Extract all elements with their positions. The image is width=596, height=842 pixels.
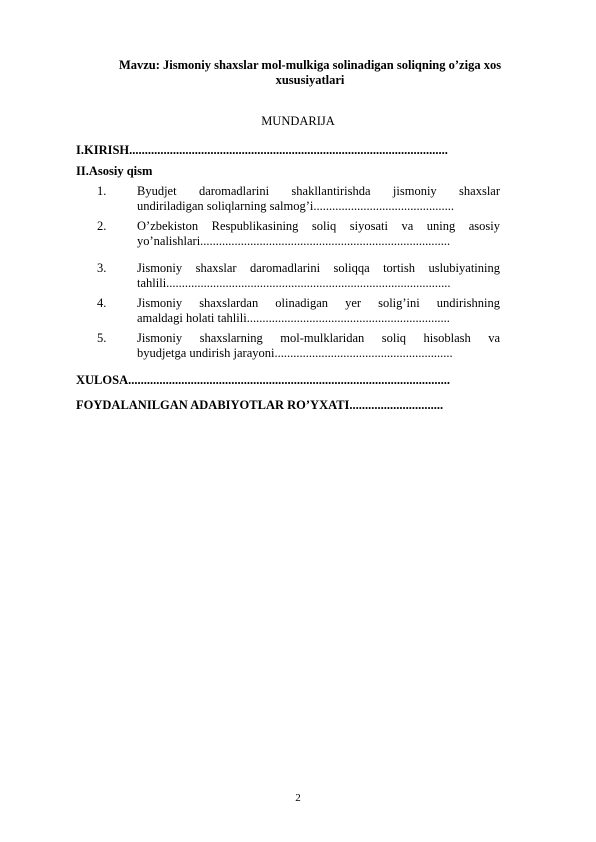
- contents-heading: MUNDARIJA: [261, 114, 335, 128]
- document-title: [60, 58, 560, 88]
- toc-item-number: 3.: [97, 261, 107, 275]
- toc-item-text: O’zbekiston Respublikasining soliq siyosati va uning asosiy yo’nalishlari................................................................................: [137, 219, 500, 248]
- toc-item-number: 4.: [97, 296, 107, 310]
- toc-item-number: 1.: [97, 184, 107, 198]
- toc-item-text: Byudjet daromadlarini shakllantirishda jismoniy shaxslar undiriladigan soliqlarning salmog’i.............................................: [137, 184, 500, 213]
- toc-item-number: 2.: [97, 219, 107, 233]
- title-line-1: Mavzu: Jismoniy shaxslar mol-mulkiga solinadigan soliqning o’ziga xos: [118, 58, 502, 72]
- toc-conclusion: XULOSA.......................................................................................................: [76, 373, 450, 387]
- toc-item-text: Jismoniy shaxslardan olinadigan yer solig’ini undirishning amaldagi holati tahlili.................................................................: [137, 296, 500, 325]
- toc-references: FOYDALANILGAN ADABIYOTLAR RO’YXATI..............................: [76, 398, 444, 412]
- toc-item-text: Jismoniy shaxslar daromadlarini soliqqa tortish uslubiyatining tahlili...........................................................................................: [137, 261, 500, 290]
- toc-item-number: 5.: [97, 331, 107, 345]
- toc-item-text: Jismoniy shaxslarning mol-mulklaridan soliq hisoblash va byudjetga undirish jarayoni.........................................................: [137, 331, 500, 360]
- toc-intro: I.KIRISH......................................................................................................: [76, 143, 448, 157]
- title-line-2: xususiyatlari: [275, 73, 345, 87]
- toc-main-part: II.Asosiy qism: [76, 164, 153, 178]
- page-number: 2: [295, 792, 301, 804]
